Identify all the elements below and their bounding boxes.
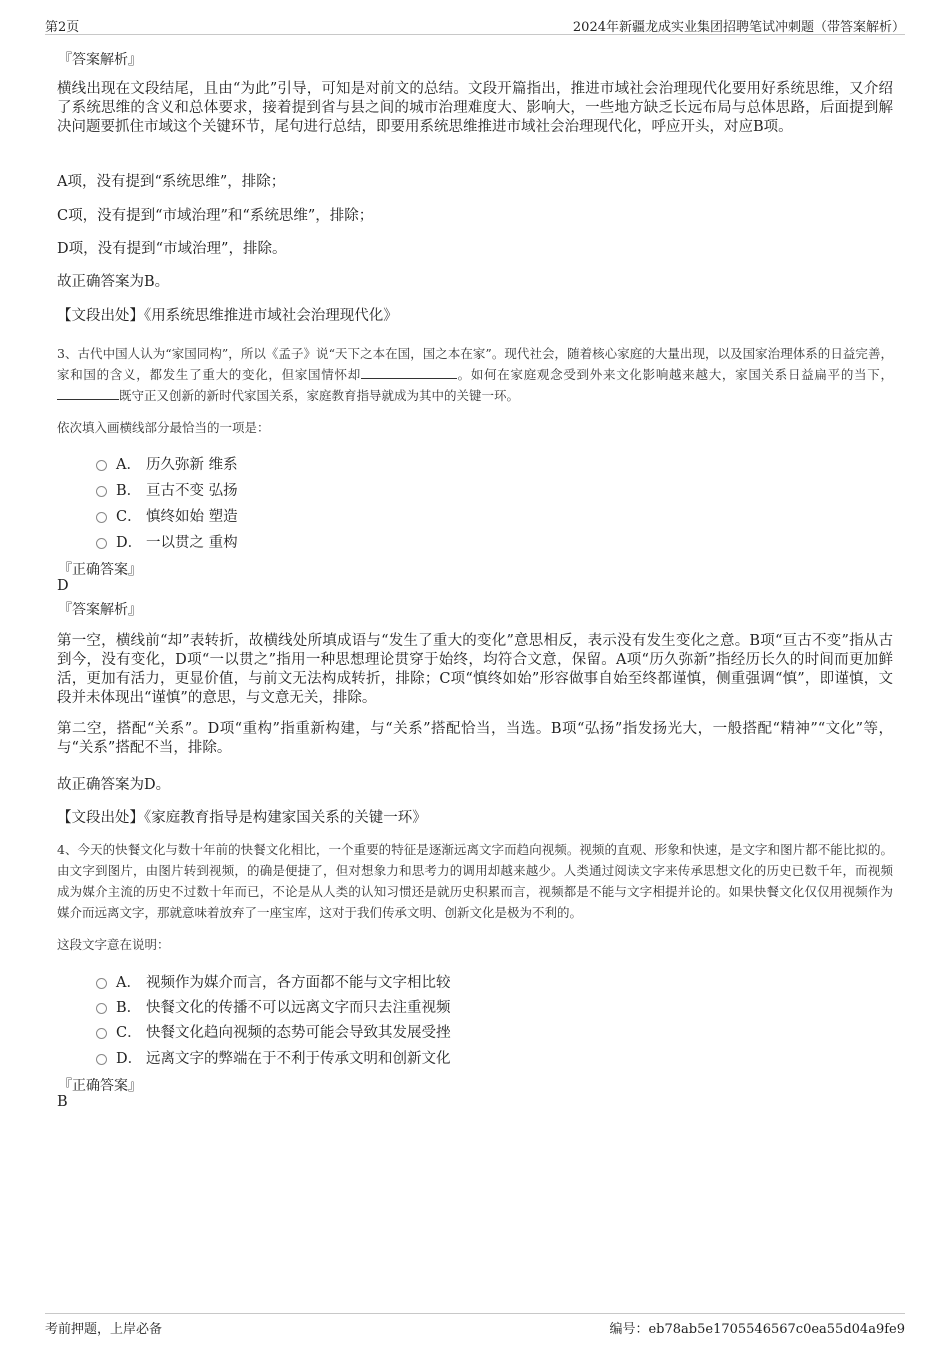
q3-analysis-label: 『答案解析』 — [58, 602, 142, 618]
footer-slogan: 考前押题，上岸必备 — [45, 1322, 163, 1337]
page-header — [45, 14, 905, 35]
radio-icon[interactable] — [96, 538, 107, 549]
q3-source: 【文段出处】《家庭教育指导是构建家国关系的关键一环》 — [57, 810, 427, 826]
q3-stem: 3、古代中国人认为“家国同构”，所以《孟子》说“天下之本在国，国之本在家”。现代社会，随着核心家庭的大量出现，以及国家治理体系的日益完善，家和国的含义，都发生了重大的变化，但家国情怀却 。如何在家庭观念受到外来文化影响越来越大，家国关系日益扁平的当下，既守正又创新的新时代家国关系，家庭教育指导就成为其中的关键一环。 — [57, 346, 893, 403]
q3-option-a[interactable]: A． 历久弥新 维系 — [96, 453, 238, 474]
q4-option-c[interactable]: C． 快餐文化趋向视频的态势可能会导致其发展受挫 — [96, 1021, 451, 1042]
q4-stem: 4、今天的快餐文化与数十年前的快餐文化相比，一个重要的特征是逐渐远离文字而趋向视频。视频的直观、形象和快速，是文字和图片都不能比拟的。由文字到图片，由图片转到视频，的确是便捷了，但对想象力和思考力的调用却越来越少。人类通过阅读文字来传承思想文化的历史已数千年，而视频成为媒介主流的历史不过数十年而已，不论是从人类的认知习惯还是就历史积累而言，视频都是不能与文字相提并论的。如果快餐文化仅仅用视频作为媒介而远离文字，那就意味着放弃了一座宝库，这对于我们传承文明、创新文化是极为不利的。 — [57, 842, 893, 920]
radio-icon[interactable] — [96, 460, 107, 471]
q3-option-c[interactable]: C． 慎终如始 塑造 — [96, 505, 238, 526]
radio-icon[interactable] — [96, 1054, 107, 1065]
q2-source: 【文段出处】《用系统思维推进市域社会治理现代化》 — [57, 308, 398, 324]
q2-analysis-paragraph: 横线出现在文段结尾，且由“为此”引导，可知是对前文的总结。文段开篇指出，推进市域社会治理现代化要用好系统思维，又介绍了系统思维的含义和总体要求，接着提到省与县之间的城市治理难度大、影响大，一些地方缺乏长远布局与总体思路，后面提到解决问题要抓住市域这个关键环节，尾句进行总结，即要用系统思维推进市域社会治理现代化，呼应开头，对应B项。 — [57, 81, 893, 135]
radio-icon[interactable] — [96, 1028, 107, 1039]
q2-analysis-label: 『答案解析』 — [58, 52, 142, 68]
radio-icon[interactable] — [96, 512, 107, 523]
q4-option-a[interactable]: A． 视频作为媒介而言，各方面都不能与文字相比较 — [96, 971, 451, 992]
q2-analysis-line-c: C项，没有提到“市域治理”和“系统思维”，排除； — [57, 208, 374, 224]
q3-blank-1 — [361, 366, 457, 379]
radio-icon[interactable] — [96, 1003, 107, 1014]
q3-blank-2 — [57, 387, 119, 400]
q3-conclusion: 故正确答案为D。 — [57, 777, 171, 793]
q3-option-b[interactable]: B． 亘古不变 弘扬 — [96, 479, 238, 500]
q3-analysis-p1: 第一空，横线前“却”表转折，故横线处所填成语与“发生了重大的变化”意思相反，表示没有发生变化之意。B项“亘古不变”指从古到今，没有变化，D项“一以贯之”指用一种思想理论贯穿于始终，均符合文意，保留。A项“历久弥新”指经历长久的时间而更加鲜活，更加有活力，更显价值，与前文无法构成转折，排除；C项“慎终如始”形容做事自始至终都谨慎，侧重强调“慎”，即谨慎，文段并未体现出“谨慎”的意思，与文意无关，排除。 — [57, 633, 893, 706]
q4-option-b[interactable]: B． 快餐文化的传播不可以远离文字而只去注重视频 — [96, 996, 451, 1017]
radio-icon[interactable] — [96, 486, 107, 497]
radio-icon[interactable] — [96, 978, 107, 989]
q2-analysis-line-d: D项，没有提到“市域治理”，排除。 — [57, 241, 287, 257]
document-title: 2024年新疆龙成实业集团招聘笔试冲刺题（带答案解析） — [572, 20, 905, 35]
q3-answer: D — [57, 578, 69, 594]
q4-answer-label: 『正确答案』 — [58, 1078, 142, 1094]
page-number: 第2页 — [45, 20, 80, 35]
q3-answer-label: 『正确答案』 — [58, 562, 142, 578]
q3-option-d[interactable]: D． 一以贯之 重构 — [96, 531, 238, 552]
q3-prompt: 依次填入画横线部分最恰当的一项是： — [57, 420, 270, 435]
q4-answer: B — [57, 1094, 68, 1110]
q4-prompt: 这段文字意在说明： — [57, 937, 170, 952]
q2-conclusion: 故正确答案为B。 — [57, 274, 170, 290]
q2-analysis-line-a: A项，没有提到“系统思维”，排除； — [57, 174, 286, 190]
q3-analysis-p2: 第二空，搭配“关系”。D项“重构”指重新构建，与“关系”搭配恰当，当选。B项“弘扬”指发扬光大，一般搭配“精神”“文化”等，与“关系”搭配不当，排除。 — [57, 721, 893, 756]
document-code: 编号：eb78ab5e1705546567c0ea55d04a9fe9 — [609, 1322, 905, 1337]
q4-option-d[interactable]: D． 远离文字的弊端在于不利于传承文明和创新文化 — [96, 1047, 451, 1068]
page-footer — [45, 1313, 905, 1337]
